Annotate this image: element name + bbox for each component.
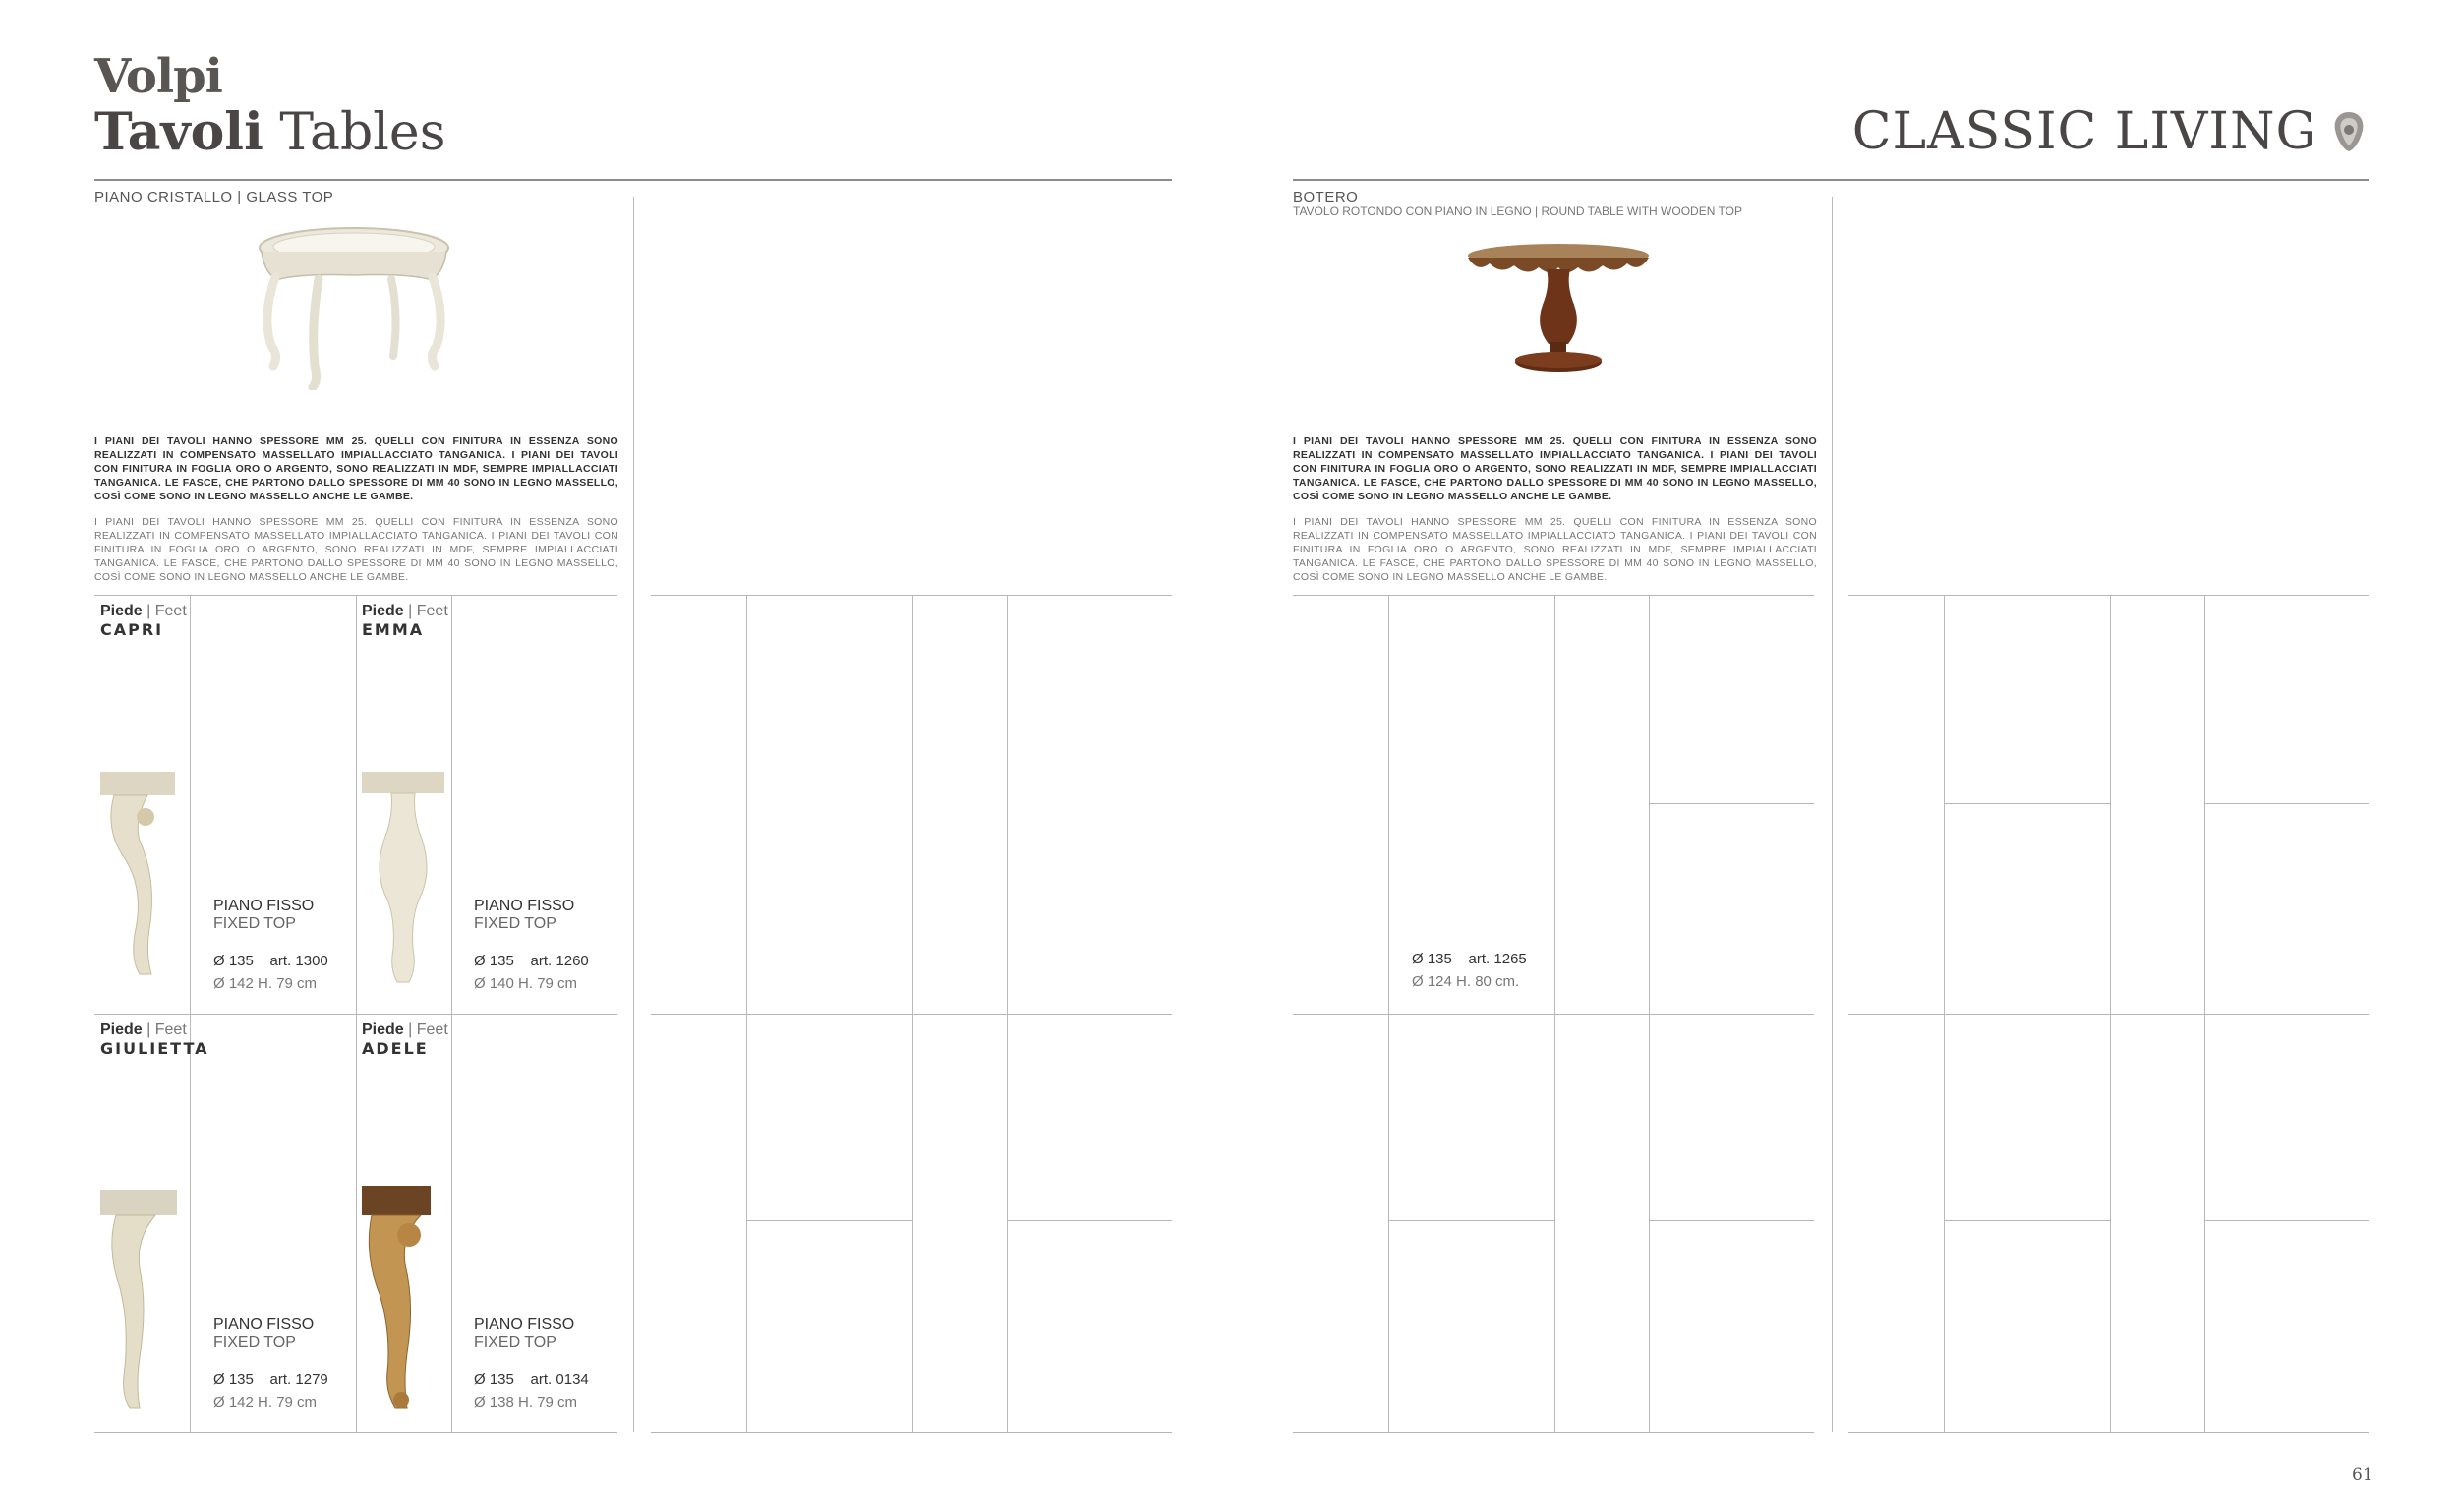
section-sub-botero: TAVOLO ROTONDO CON PIANO IN LEGNO | ROUND TABLE WITH WOODEN TOP	[1293, 204, 1742, 218]
grid-half-r7	[2204, 1220, 2369, 1221]
grid-rule-r4	[1848, 595, 2369, 596]
collection-brand	[1852, 102, 2367, 161]
grid-half-r4	[1944, 803, 2110, 804]
botero-info	[1412, 951, 1527, 990]
grid-v-r3	[1649, 595, 1650, 1432]
grid-half-r2	[1388, 1220, 1554, 1221]
dimensions: Ø 138 H. 79 cm	[474, 1394, 578, 1411]
grid-rule-r6	[1848, 1432, 2369, 1433]
grid-v-l5	[912, 595, 913, 1432]
dimensions: Ø 124 H. 80 cm.	[1412, 973, 1520, 990]
emma-leg-image	[362, 772, 444, 988]
page-title-bold: Tavoli	[94, 102, 263, 162]
grid-rule-l5	[651, 1014, 1172, 1015]
grid-half-r3	[1649, 1220, 1814, 1221]
feet-label: Piede | Feet	[362, 603, 448, 619]
grid-v-r6	[2204, 595, 2205, 1432]
product-capri	[100, 603, 187, 639]
capri-leg-image	[100, 772, 177, 988]
emma-info	[474, 898, 589, 992]
product-adele	[362, 1021, 448, 1058]
grid-half-r6	[1944, 1220, 2110, 1221]
grid-v-l1	[190, 595, 191, 1432]
header-rule-left	[94, 179, 1172, 181]
grid-v-l3	[451, 595, 452, 1432]
fixed-top-label-en: FIXED TOP	[474, 1334, 556, 1351]
diameter-article: Ø 135 art. 1300	[213, 953, 328, 969]
section-label-botero: BOTERO	[1293, 189, 1359, 205]
dimensions: Ø 142 H. 79 cm	[213, 975, 318, 992]
brand-emblem-icon	[2331, 110, 2367, 153]
feet-label: Piede | Feet	[100, 1021, 187, 1038]
grid-half-l1	[746, 1220, 912, 1221]
grid-v-l2	[356, 595, 357, 1432]
product-name: EMMA	[362, 620, 425, 639]
grid-v-r1	[1388, 595, 1389, 1432]
dimensions: Ø 140 H. 79 cm	[474, 975, 578, 992]
diameter-article: Ø 135 art. 1265	[1412, 951, 1527, 967]
description-light-right: I PIANI DEI TAVOLI HANNO SPESSORE MM 25. QUELLI CON FINITURA IN ESSENZA SONO REALIZZATI IN COMPENSATO MASSELLATO IMPIALLACCIATO TANGANICA. I PIANI DEI TAVOLI CON FINITURA IN FOGLIA ORO O ARGENTO, SONO REALIZZATI IN MDF, SEMPRE IMPIALLACCIATI TANGANICA. LE FASCE, CHE PARTONO DALLO SPESSORE DI MM 40 SONO IN LEGNO MASSELLO, COSÌ COME SONO IN LEGNO MASSELLO ANCHE LE GAMBE.	[1293, 516, 1817, 583]
fixed-top-label-en: FIXED TOP	[213, 1334, 296, 1351]
diameter-article: Ø 135 art. 1279	[213, 1371, 328, 1388]
header-rule-right	[1293, 179, 2369, 181]
page-title	[94, 102, 445, 162]
description-light-left: I PIANI DEI TAVOLI HANNO SPESSORE MM 25. QUELLI CON FINITURA IN ESSENZA SONO REALIZZATI IN COMPENSATO MASSELLATO IMPIALLACCIATO TANGANICA. I PIANI DEI TAVOLI CON FINITURA IN FOGLIA ORO O ARGENTO, SONO REALIZZATI IN MDF, SEMPRE IMPIALLACCIATI TANGANICA. LE FASCE, CHE PARTONO DALLO SPESSORE DI MM 40 SONO IN LEGNO MASSELLO, COSÌ COME SONO IN LEGNO MASSELLO ANCHE LE GAMBE.	[94, 516, 618, 583]
adele-info	[474, 1316, 589, 1411]
giulietta-info	[213, 1316, 328, 1411]
capri-info	[213, 898, 328, 992]
grid-rule-r5	[1848, 1014, 2369, 1015]
adele-leg-image	[362, 1186, 444, 1412]
dimensions: Ø 142 H. 79 cm	[213, 1394, 318, 1411]
feet-label: Piede | Feet	[362, 1021, 448, 1038]
volpi-logo: Volpi	[94, 49, 222, 104]
grid-rule-l4	[651, 595, 1172, 596]
diameter-article: Ø 135 art. 0134	[474, 1371, 589, 1388]
grid-v-r4	[1944, 595, 1945, 1432]
collection-brand-text: CLASSIC LIVING	[1851, 102, 2317, 161]
diameter-article: Ø 135 art. 1260	[474, 953, 589, 969]
grid-half-l2	[1007, 1220, 1172, 1221]
fixed-top-label-en: FIXED TOP	[213, 915, 296, 932]
grid-rule-r2	[1293, 1014, 1814, 1015]
grid-half-r5	[2204, 803, 2369, 804]
botero-table-image	[1460, 236, 1657, 383]
column-divider-left	[633, 197, 634, 1432]
product-emma	[362, 603, 448, 639]
product-name: CAPRI	[100, 620, 164, 639]
fixed-top-label: PIANO FISSO	[213, 898, 315, 914]
grid-rule-r1	[1293, 595, 1814, 596]
grid-v-l6	[1007, 595, 1008, 1432]
product-giulietta	[100, 1021, 209, 1058]
description-bold-left: I PIANI DEI TAVOLI HANNO SPESSORE MM 25. QUELLI CON FINITURA IN ESSENZA SONO REALIZZATI IN COMPENSATO MASSELLATO IMPIALLACCIATO TANGANICA. I PIANI DEI TAVOLI CON FINITURA IN FOGLIA ORO O ARGENTO, SONO REALIZZATI IN MDF, SEMPRE IMPIALLACCIATI TANGANICA. LE FASCE, CHE PARTONO DALLO SPESSORE DI MM 40 SONO IN LEGNO MASSELLO, COSÌ COME SONO IN LEGNO MASSELLO ANCHE LE GAMBE.	[94, 436, 618, 502]
feet-label: Piede | Feet	[100, 603, 187, 619]
grid-v-r5	[2110, 595, 2111, 1432]
grid-rule-r3	[1293, 1432, 1814, 1433]
grid-rule-l6	[651, 1432, 1172, 1433]
fixed-top-label-en: FIXED TOP	[474, 915, 556, 932]
page-title-light: Tables	[279, 103, 446, 162]
fixed-top-label: PIANO FISSO	[474, 898, 575, 914]
fixed-top-label: PIANO FISSO	[474, 1316, 575, 1333]
grid-rule-l3	[94, 1432, 617, 1433]
grid-v-r2	[1554, 595, 1555, 1432]
page-number: 61	[2352, 1465, 2373, 1484]
fixed-top-label: PIANO FISSO	[213, 1316, 315, 1333]
glass-top-table-image	[246, 218, 462, 390]
column-divider-right	[1832, 197, 1833, 1432]
product-name: GIULIETTA	[100, 1039, 209, 1058]
description-bold-right: I PIANI DEI TAVOLI HANNO SPESSORE MM 25. QUELLI CON FINITURA IN ESSENZA SONO REALIZZATI IN COMPENSATO MASSELLATO IMPIALLACCIATO TANGANICA. I PIANI DEI TAVOLI CON FINITURA IN FOGLIA ORO O ARGENTO, SONO REALIZZATI IN MDF, SEMPRE IMPIALLACCIATI TANGANICA. LE FASCE, CHE PARTONO DALLO SPESSORE DI MM 40 SONO IN LEGNO MASSELLO, COSÌ COME SONO IN LEGNO MASSELLO ANCHE LE GAMBE.	[1293, 436, 1817, 502]
giulietta-leg-image	[100, 1190, 179, 1414]
product-name: ADELE	[362, 1039, 429, 1058]
grid-v-l4	[746, 595, 747, 1432]
section-label-glass-top: PIANO CRISTALLO | GLASS TOP	[94, 189, 334, 205]
grid-half-r1	[1649, 803, 1814, 804]
